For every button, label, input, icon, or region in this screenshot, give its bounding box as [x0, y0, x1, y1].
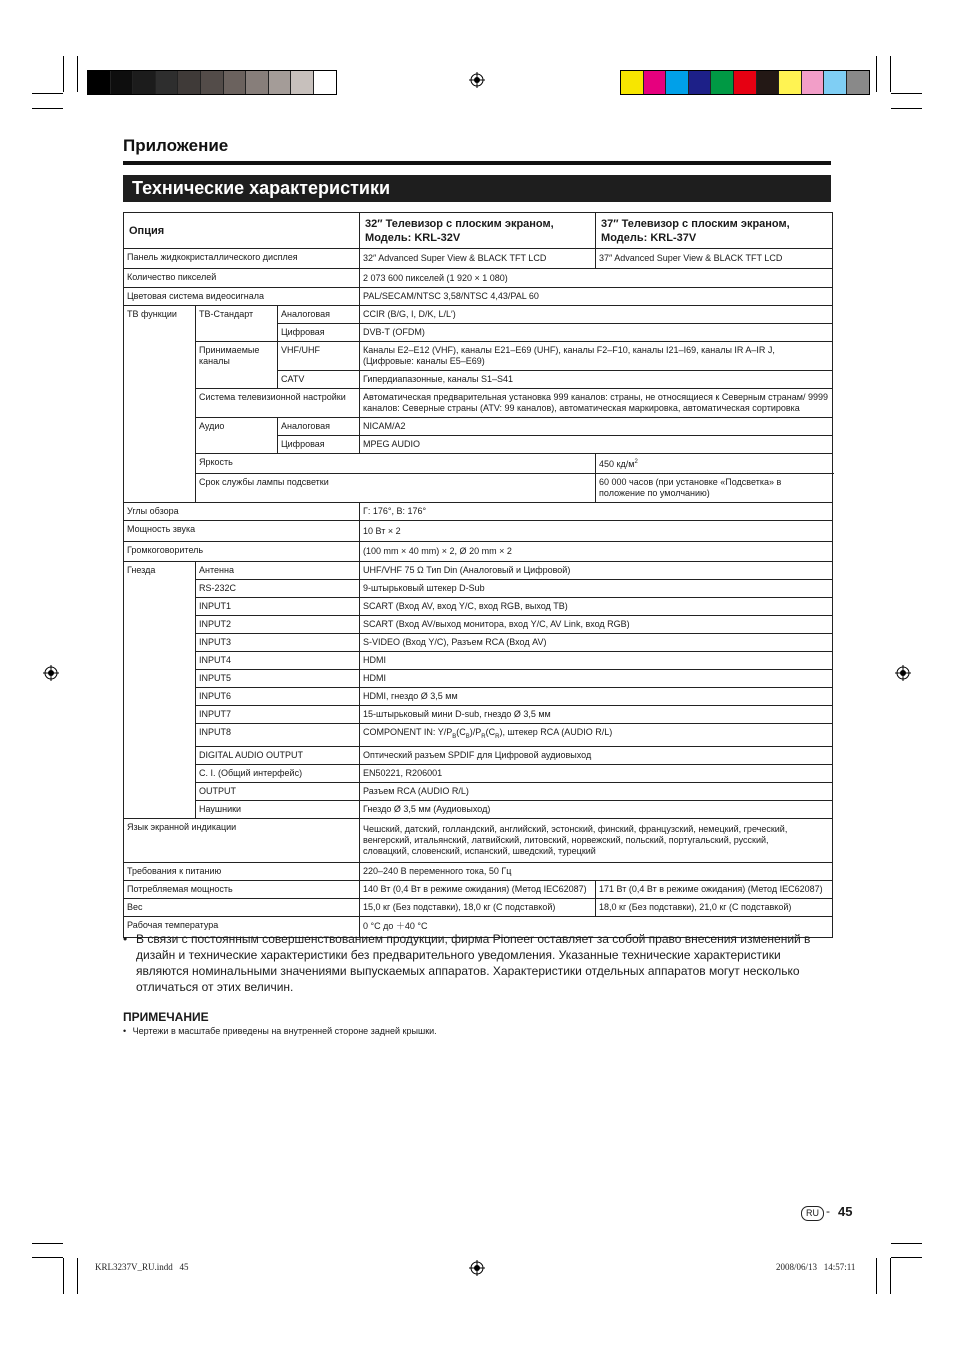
- crop-mark: [77, 56, 78, 92]
- crop-mark: [891, 1257, 922, 1258]
- row-label: INPUT2: [196, 616, 360, 634]
- specifications-banner: [123, 175, 831, 202]
- table-row: [124, 652, 833, 670]
- registration-mark-icon: [43, 665, 59, 681]
- row-label: INPUT6: [196, 688, 360, 706]
- row-value: PAL/SECAM/NTSC 3,58/NTSC 4,43/PAL 60: [360, 288, 833, 306]
- table-row: [124, 521, 833, 542]
- row-subgroup-label: Аудио: [196, 418, 278, 454]
- table-row: [124, 616, 833, 634]
- table-row: [124, 454, 833, 474]
- bullet: •: [123, 932, 128, 946]
- row-value: Гнездо Ø 3,5 мм (Аудиовыход): [360, 800, 833, 818]
- section-title: Приложение: [123, 136, 229, 155]
- crop-mark: [32, 93, 63, 94]
- row-value: NICAM/A2: [360, 418, 833, 436]
- row-value: SCART (Вход AV/выход монитора, вход Y/C, AV Link, вход RGB): [360, 616, 833, 634]
- calibration-swatch: [802, 71, 825, 94]
- table-row: [124, 898, 833, 916]
- row-value: 140 Вт (0,4 Вт в режиме ожидания) (Метод IEC62087): [360, 880, 596, 898]
- row-group-label: Гнезда: [124, 562, 196, 819]
- table-row: [124, 249, 833, 269]
- row-label: INPUT3: [196, 634, 360, 652]
- calibration-swatch: [824, 71, 847, 94]
- input8-text: COMPONENT IN: Y/P: [363, 727, 453, 737]
- table-row: [124, 634, 833, 652]
- crop-mark: [890, 1258, 891, 1294]
- specifications-table: [123, 212, 833, 938]
- row-label: Наушники: [196, 800, 360, 818]
- row-value: [360, 342, 833, 371]
- row-value: Г: 176°, В: 176°: [360, 503, 833, 521]
- header-32-line2: Модель: KRL-32V: [365, 231, 461, 244]
- table-row: [124, 269, 833, 288]
- calibration-swatch: [314, 71, 336, 94]
- row-value-line: Каналы E2–E12 (VHF), каналы E21–E69 (UHF), каналы F2–F10, каналы I21–I69, каналы IR A–IR J,: [363, 345, 775, 355]
- row-value: 220–240 В переменного тока, 50 Гц: [360, 862, 833, 880]
- crop-mark: [876, 56, 877, 92]
- calibration-swatch: [711, 71, 734, 94]
- grayscale-calibration-bar: [87, 70, 337, 95]
- banner-title: Технические характеристики: [132, 178, 391, 198]
- table-row: [124, 688, 833, 706]
- table-row: [124, 862, 833, 880]
- color-calibration-bar: [620, 70, 870, 95]
- row-value-line: Чешский, датский, голландский, английский, эстонский, финский, французский, немецкий, греческий,: [363, 823, 788, 834]
- table-row: [124, 418, 833, 436]
- print-slug-filename: KRL3237V_RU.indd 45: [95, 1262, 189, 1272]
- row-label: Количество пикселей: [124, 269, 360, 288]
- row-value: [360, 389, 833, 418]
- row-value: EN50221, R206001: [360, 764, 833, 782]
- table-row: [124, 562, 833, 580]
- language-badge: RU: [801, 1206, 824, 1221]
- section-divider: [123, 161, 831, 165]
- table-row: [124, 724, 833, 747]
- table-header-row: [124, 213, 833, 249]
- brightness-value: 450 кд/м: [599, 459, 635, 469]
- row-value: [360, 724, 833, 747]
- row-label: Громкоговоритель: [124, 542, 360, 562]
- calibration-swatch: [734, 71, 757, 94]
- row-value-line: венгерский, итальянский, латвийский, литовский, норвежский, польский, португальский, русский,: [363, 834, 769, 845]
- row-value: 60 000 часов (при установке «Подсветка» в положение по умолчанию): [596, 474, 833, 503]
- calibration-swatch: [111, 71, 134, 94]
- row-label: Панель жидкокристаллического дисплея: [124, 249, 360, 269]
- registration-mark-icon: [895, 665, 911, 681]
- row-label: Срок службы лампы подсветки: [196, 474, 596, 503]
- row-label: DIGITAL AUDIO OUTPUT: [196, 746, 360, 764]
- calibration-swatch: [291, 71, 314, 94]
- row-group-label: ТВ функции: [124, 306, 196, 503]
- input8-sub: R: [481, 733, 486, 740]
- calibration-swatch: [88, 71, 111, 94]
- calibration-swatch: [224, 71, 247, 94]
- row-value-line: Автоматическая предварительная установка 999 каналов: страны, не относящиеся к Северным странам/ 9999: [363, 392, 828, 402]
- crop-mark: [891, 108, 922, 109]
- table-row: [124, 782, 833, 800]
- row-label: Рабочая температура: [124, 916, 360, 937]
- input8-text: (C: [456, 727, 466, 737]
- table-row: [124, 580, 833, 598]
- row-value: Разъем RCA (AUDIO R/L): [360, 782, 833, 800]
- row-value: HDMI: [360, 670, 833, 688]
- row-value: 9-штырьковый штекер D-Sub: [360, 580, 833, 598]
- table-row: [124, 474, 833, 503]
- table-row: [124, 746, 833, 764]
- crop-mark: [77, 1258, 78, 1294]
- row-subgroup-label: Принимаемые каналы: [196, 342, 278, 389]
- row-value: 171 Вт (0,4 Вт в режиме ожидания) (Метод IEC62087): [596, 880, 833, 898]
- note-heading: ПРИМЕЧАНИЕ: [123, 1010, 209, 1024]
- row-label: INPUT4: [196, 652, 360, 670]
- row-label: INPUT5: [196, 670, 360, 688]
- bullet: •: [123, 1026, 127, 1036]
- row-label: INPUT8: [196, 724, 360, 747]
- row-value: UHF/VHF 75 Ω Тип Din (Аналоговый и Цифровой): [360, 562, 833, 580]
- header-37-line1: 37″ Телевизор с плоским экраном,: [601, 217, 790, 230]
- calibration-swatch: [178, 71, 201, 94]
- table-row: [124, 598, 833, 616]
- input8-text: ), штекер RCA (AUDIO R/L): [499, 727, 613, 737]
- note-item: [123, 1026, 437, 1036]
- row-value: 15,0 кг (Без подставки), 18,0 кг (С подставкой): [360, 898, 596, 916]
- row-label: Цифровая: [278, 436, 360, 454]
- header-option: Опция: [124, 213, 360, 249]
- row-value: Оптический разъем SPDIF для Цифровой аудиовыход: [360, 746, 833, 764]
- calibration-swatch: [269, 71, 292, 94]
- table-row: [124, 306, 833, 324]
- calibration-swatch: [757, 71, 780, 94]
- calibration-swatch: [246, 71, 269, 94]
- table-row: [124, 800, 833, 818]
- row-subgroup-label: ТВ-Стандарт: [196, 306, 278, 342]
- page-number: 45: [838, 1204, 853, 1219]
- row-label: Цифровая: [278, 324, 360, 342]
- disclaimer-note: [123, 931, 833, 995]
- calibration-swatch: [666, 71, 689, 94]
- header-32-line1: 32″ Телевизор с плоским экраном,: [365, 217, 554, 230]
- input8-text: )/P: [469, 727, 482, 737]
- row-value: (100 mm × 40 mm) × 2, Ø 20 mm × 2: [360, 542, 833, 562]
- table-row: [124, 764, 833, 782]
- row-value: 2 073 600 пикселей (1 920 × 1 080): [360, 269, 833, 288]
- calibration-swatch: [621, 71, 644, 94]
- input8-text: (C: [485, 727, 496, 737]
- row-value-line: словацкий, словенский, испанский, шведский, турецкий: [363, 845, 596, 856]
- row-value: S-VIDEO (Вход Y/C), Разъем RCA (Вход AV): [360, 634, 833, 652]
- row-label: VHF/UHF: [278, 342, 360, 371]
- table-row: [124, 342, 833, 371]
- input8-sub: R: [495, 733, 500, 740]
- table-row: [124, 503, 833, 521]
- table-row: [124, 706, 833, 724]
- row-value-line: (Цифровые: каналы E5–E69): [363, 356, 485, 366]
- input8-sub: B: [465, 733, 470, 740]
- calibration-swatch: [644, 71, 667, 94]
- row-label: Вес: [124, 898, 360, 916]
- row-label: Мощность звука: [124, 521, 360, 542]
- row-value: [360, 818, 833, 862]
- row-label: Требования к питанию: [124, 862, 360, 880]
- row-value: [596, 454, 833, 474]
- row-value: HDMI, гнездо Ø 3,5 мм: [360, 688, 833, 706]
- row-value: Гипердиапазонные, каналы S1–S41: [360, 371, 833, 389]
- row-label: Аналоговая: [278, 306, 360, 324]
- row-label: Цветовая система видеосигнала: [124, 288, 360, 306]
- table-row: [124, 542, 833, 562]
- crop-mark: [63, 1258, 64, 1294]
- note-item-text: Чертежи в масштабе приведены на внутренней стороне задней крышки.: [132, 1026, 437, 1036]
- calibration-swatch: [779, 71, 802, 94]
- table-row: [124, 389, 833, 418]
- row-value: CCIR (B/G, I, D/K, L/L′): [360, 306, 833, 324]
- table-row: [124, 288, 833, 306]
- row-label: CATV: [278, 371, 360, 389]
- row-label: Потребляемая мощность: [124, 880, 360, 898]
- row-value: 18,0 кг (Без подставки), 21,0 кг (С подставкой): [596, 898, 833, 916]
- table-row: [124, 818, 833, 862]
- calibration-swatch: [133, 71, 156, 94]
- row-value: MPEG AUDIO: [360, 436, 833, 454]
- row-value-line: каналов: Северные страны (ATV: 99 каналов), автоматическая маркировка, автоматическая сортировка: [363, 403, 800, 413]
- row-label: INPUT1: [196, 598, 360, 616]
- calibration-swatch: [689, 71, 712, 94]
- calibration-swatch: [156, 71, 179, 94]
- calibration-swatch: [847, 71, 869, 94]
- header-model-37: [596, 213, 833, 249]
- disclaimer-text: В связи с постоянным совершенствованием продукции, фирма Pioneer оставляет за собой право внесения изменений в дизайн и технические характеристики без предварительного уведомления. Указанные технические характеристики являются номинальными значениями выпускаемых аппаратов. Характеристики отдельных аппаратов могут несколько отличаться от этих величин.: [136, 932, 811, 994]
- row-value: SCART (Вход AV, вход Y/C, вход RGB, выход ТВ): [360, 598, 833, 616]
- crop-mark: [32, 1243, 63, 1244]
- print-slug-timestamp: 2008/06/13 14:57:11: [776, 1262, 856, 1272]
- row-label: Система телевизионной настройки: [196, 389, 360, 418]
- row-value: DVB-T (OFDM): [360, 324, 833, 342]
- crop-mark: [891, 93, 922, 94]
- row-label: OUTPUT: [196, 782, 360, 800]
- row-value: HDMI: [360, 652, 833, 670]
- table-row: [124, 670, 833, 688]
- header-model-32: [360, 213, 596, 249]
- header-37-line2: Модель: KRL-37V: [601, 231, 697, 244]
- table-row: [124, 880, 833, 898]
- crop-mark: [63, 56, 64, 92]
- row-value: 37″ Advanced Super View & BLACK TFT LCD: [596, 249, 833, 269]
- row-label: Аналоговая: [278, 418, 360, 436]
- crop-mark: [32, 108, 63, 109]
- row-value: 0 °C до ＋40 °C: [360, 916, 833, 937]
- input8-sub: B: [452, 733, 457, 740]
- registration-mark-icon: [469, 1260, 485, 1276]
- crop-mark: [891, 1243, 922, 1244]
- registration-mark-icon: [469, 72, 485, 88]
- crop-mark: [876, 1258, 877, 1294]
- crop-mark: [32, 1257, 63, 1258]
- row-label: Яркость: [196, 454, 596, 474]
- row-value: 10 Вт × 2: [360, 521, 833, 542]
- row-value: 15-штырьковый мини D-sub, гнездо Ø 3,5 мм: [360, 706, 833, 724]
- brightness-superscript: 2: [634, 459, 638, 465]
- calibration-swatch: [201, 71, 224, 94]
- row-label: Язык экранной индикации: [124, 818, 360, 862]
- row-value: 32″ Advanced Super View & BLACK TFT LCD: [360, 249, 596, 269]
- row-label: RS-232C: [196, 580, 360, 598]
- row-label: INPUT7: [196, 706, 360, 724]
- crop-mark: [890, 56, 891, 92]
- row-label: Антенна: [196, 562, 360, 580]
- row-label: Углы обзора: [124, 503, 360, 521]
- page-dash: -: [826, 1204, 830, 1218]
- row-label: C. I. (Общий интерфейс): [196, 764, 360, 782]
